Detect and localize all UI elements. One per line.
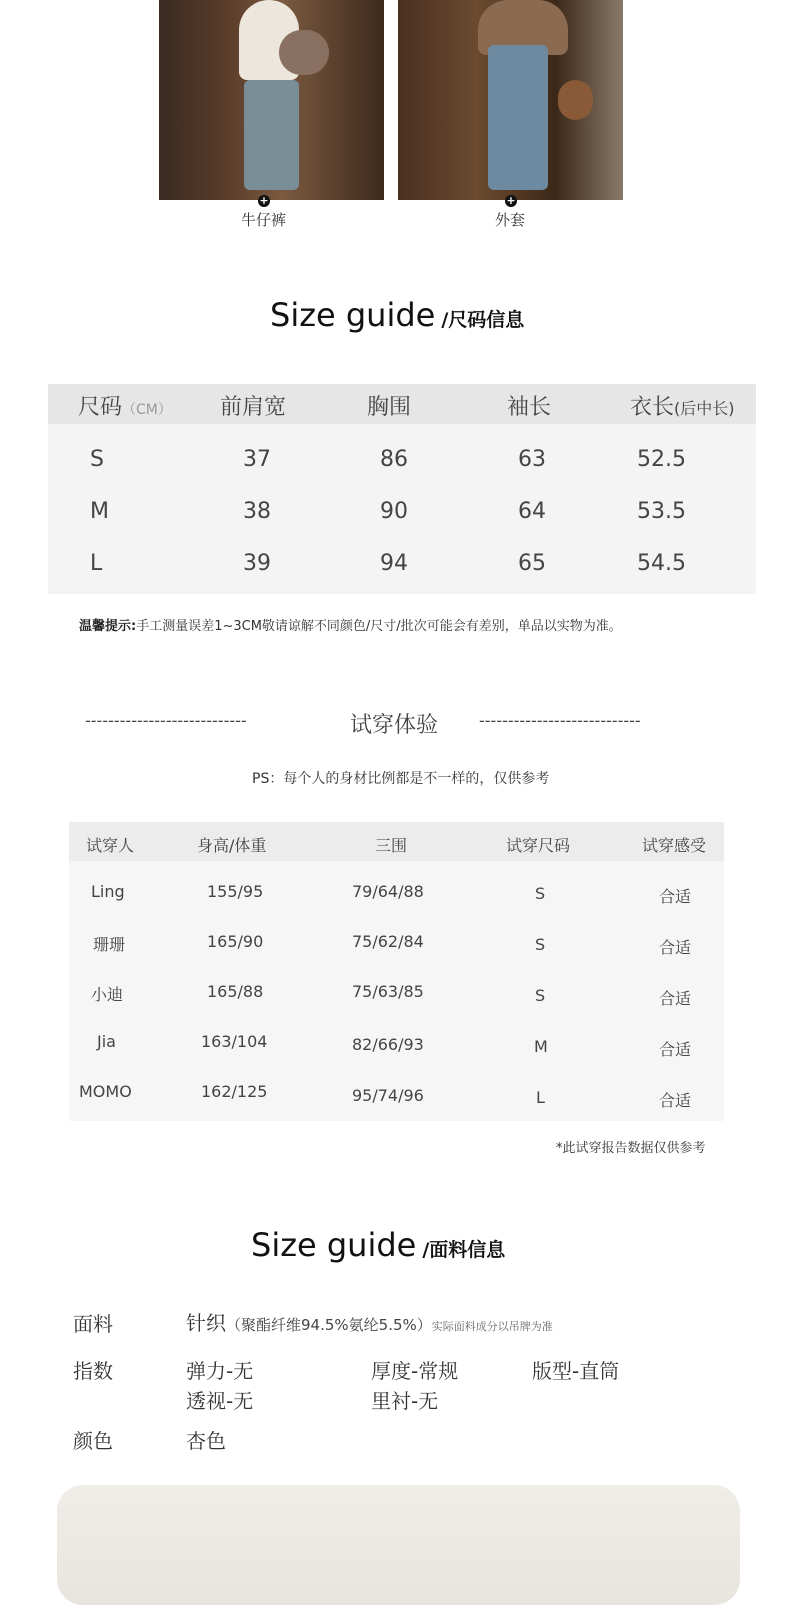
figure-jeans	[244, 80, 299, 190]
size-table	[48, 384, 756, 594]
size-guide-title	[270, 296, 524, 334]
plus-icon[interactable]: +	[506, 194, 516, 207]
header-height-weight: 身高/体重	[197, 836, 267, 855]
divider-right: ----------------------------	[479, 711, 641, 730]
tryon-cell-measurements: 95/74/96	[352, 1086, 424, 1105]
tryon-cell-size: M	[534, 1037, 548, 1056]
figure-bag	[558, 80, 593, 120]
header-tryon-size: 试穿尺码	[506, 836, 571, 855]
header-feeling: 试穿感受	[642, 836, 707, 855]
header-chest: 胸围	[367, 395, 412, 420]
transparency-value: 透视-无	[186, 1389, 254, 1413]
color-value: 杏色	[186, 1429, 226, 1453]
figure-jeans	[488, 45, 548, 190]
header-length-label: 衣长	[630, 395, 675, 420]
table-cell-shoulder: 39	[243, 551, 271, 576]
fabric-composition: （聚酯纤维94.5%氨纶5.5%）	[226, 1316, 432, 1334]
header-unit: （CM）	[122, 402, 172, 418]
header-measurements: 三围	[375, 836, 408, 855]
table-cell-sleeve: 65	[518, 551, 546, 576]
tryon-table	[69, 822, 724, 1121]
lining-value: 里衬-无	[371, 1389, 439, 1413]
color-label: 颜色	[73, 1429, 113, 1453]
size-note	[79, 615, 622, 634]
size-table-header	[48, 384, 756, 424]
tryon-cell-hw: 165/88	[207, 982, 264, 1001]
tryon-table-header	[69, 822, 724, 861]
tryon-cell-measurements: 75/63/85	[352, 982, 424, 1001]
table-cell-chest: 94	[380, 551, 408, 576]
tryon-cell-size: S	[535, 884, 546, 903]
tryon-cell-person: Ling	[91, 882, 125, 901]
table-cell-length: 52.5	[637, 447, 686, 472]
fabric-title-cn: /面料信息	[422, 1239, 506, 1261]
elasticity-value: 弹力-无	[186, 1359, 254, 1383]
tryon-cell-feeling: 合适	[659, 887, 692, 906]
figure-bag	[279, 30, 329, 75]
photo-caption-jeans: 牛仔裤	[241, 211, 287, 229]
tryon-cell-person: 珊珊	[93, 935, 126, 954]
tryon-cell-person: MOMO	[79, 1082, 132, 1101]
fabric-title-en: Size guide	[251, 1226, 417, 1264]
size-guide-title-en: Size guide	[270, 296, 436, 334]
size-note-label: 温馨提示:	[79, 619, 137, 634]
table-cell-chest: 90	[380, 499, 408, 524]
tryon-cell-size: L	[536, 1088, 545, 1107]
header-person: 试穿人	[86, 836, 135, 855]
fabric-note: 实际面料成分以吊牌为准	[431, 1320, 553, 1333]
tryon-cell-feeling: 合适	[659, 989, 692, 1008]
fabric-value-main: 针织	[186, 1311, 226, 1335]
tryon-cell-feeling: 合适	[659, 1040, 692, 1059]
plus-icon[interactable]: +	[259, 194, 269, 207]
table-cell-sleeve: 64	[518, 499, 546, 524]
table-cell-chest: 86	[380, 447, 408, 472]
fit-value: 版型-直筒	[532, 1359, 620, 1383]
header-size-label: 尺码	[78, 395, 123, 420]
tryon-cell-hw: 155/95	[207, 882, 264, 901]
table-cell-size: M	[90, 499, 109, 524]
product-photo-coat	[398, 0, 623, 200]
table-cell-size: L	[90, 551, 103, 576]
fabric-value	[186, 1307, 553, 1336]
header-sleeve: 袖长	[507, 395, 552, 420]
product-detail-image	[57, 1485, 740, 1605]
header-length-note: (后中长)	[674, 399, 735, 418]
tryon-cell-measurements: 82/66/93	[352, 1035, 424, 1054]
fabric-title	[251, 1226, 505, 1264]
tryon-cell-size: S	[535, 935, 546, 954]
header-length	[630, 390, 735, 421]
tryon-cell-feeling: 合适	[659, 1091, 692, 1110]
thickness-value: 厚度-常规	[371, 1359, 459, 1383]
divider-left: ----------------------------	[85, 711, 247, 730]
table-cell-shoulder: 38	[243, 499, 271, 524]
product-photo-jeans	[159, 0, 384, 200]
tryon-cell-hw: 162/125	[201, 1082, 268, 1101]
header-size	[78, 390, 172, 421]
photo-caption-coat: 外套	[495, 211, 526, 229]
tryon-cell-person: 小迪	[91, 985, 124, 1004]
tryon-cell-hw: 165/90	[207, 932, 264, 951]
tryon-title: 试穿体验	[350, 713, 439, 738]
tryon-cell-person: Jia	[97, 1032, 116, 1051]
tryon-cell-measurements: 75/62/84	[352, 932, 424, 951]
tryon-ps: PS：每个人的身材比例都是不一样的，仅供参考	[252, 771, 550, 787]
size-note-text: 手工测量误差1~3CM敬请谅解不同颜色/尺寸/批次可能会有差别，单品以实物为准。	[136, 619, 622, 634]
table-cell-size: S	[90, 447, 104, 472]
tryon-cell-measurements: 79/64/88	[352, 882, 424, 901]
tryon-report-note: *此试穿报告数据仅供参考	[556, 1141, 706, 1156]
header-shoulder: 前肩宽	[220, 395, 287, 420]
tryon-cell-hw: 163/104	[201, 1032, 268, 1051]
tryon-cell-size: S	[535, 986, 546, 1005]
tryon-cell-feeling: 合适	[659, 938, 692, 957]
table-cell-sleeve: 63	[518, 447, 546, 472]
table-cell-shoulder: 37	[243, 447, 271, 472]
table-cell-length: 54.5	[637, 551, 686, 576]
index-label: 指数	[73, 1359, 113, 1383]
fabric-label: 面料	[73, 1312, 113, 1336]
size-guide-title-cn: /尺码信息	[441, 309, 525, 331]
table-cell-length: 53.5	[637, 499, 686, 524]
